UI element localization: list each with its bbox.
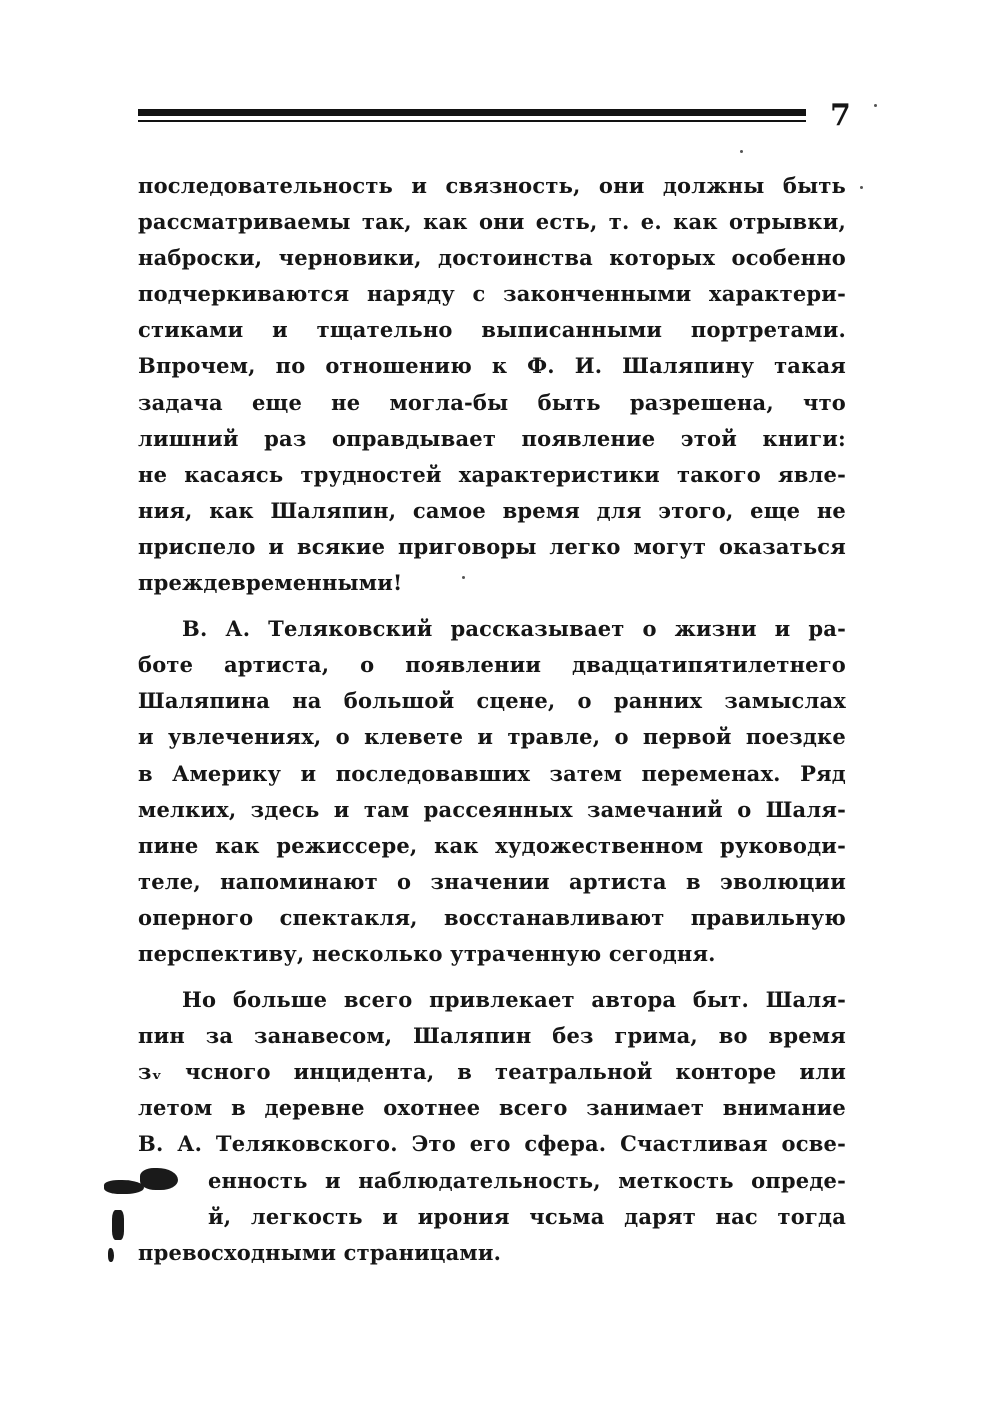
text-line: й, легкость и ирония чсьма дарят нас тогда — [208, 1203, 846, 1229]
header-rule-thick — [138, 109, 806, 116]
text-line: теле, напоминают о значении артиста в эволюции — [138, 868, 846, 894]
text-line: В. А. Теляковского. Это его сфера. Счастливая осве- — [138, 1131, 846, 1157]
text-line: в Америку и последовавших затем переменах. Ряд — [138, 760, 846, 786]
text-line: ния, как Шаляпин, самое время для этого, еще не — [138, 497, 846, 523]
paragraph-3 — [138, 982, 846, 1271]
text-line: пин за занавесом, Шаляпин без грима, во время — [138, 1023, 846, 1049]
header-rule-thin — [138, 120, 806, 122]
text-line: приспело и всякие приговоры легко могут оказаться — [138, 533, 846, 559]
ink-blot — [108, 1248, 114, 1262]
text-line: наброски, черновики, достоинства которых особенно — [138, 245, 846, 271]
text-line: Но больше всего привлекает автора быт. Шаля- — [182, 987, 846, 1013]
text-line: боте артиста, о появлении двадцатипятилетнего — [138, 652, 846, 678]
text-line: лишний раз оправдывает появление этой книги: — [138, 425, 846, 451]
text-line: не касаясь трудностей характеристики такого явле- — [138, 461, 846, 487]
text-line: перспективу, несколько утраченную сегодня. — [138, 940, 716, 966]
text-line: енность и наблюдательность, меткость опреде- — [208, 1167, 846, 1193]
text-line: летом в деревне охотнее всего занимает внимание — [138, 1095, 846, 1121]
scan-speck — [874, 104, 877, 107]
text-line: мелких, здесь и там рассеянных замечаний о Шаля- — [138, 796, 846, 822]
text-line: последовательность и связность, они должны быть — [138, 173, 846, 198]
page-number: 7 — [830, 98, 851, 133]
scan-speck — [462, 576, 465, 579]
ink-blot — [112, 1210, 124, 1240]
running-header — [138, 98, 858, 138]
ink-blot — [140, 1168, 178, 1190]
text-line: задача еще не могла-бы быть разрешена, что — [138, 389, 846, 415]
text-line: подчеркиваются наряду с законченными характери- — [138, 281, 846, 307]
text-line: стиками и тщательно выписанными портретами. — [138, 317, 846, 343]
text-line: В. А. Теляковский рассказывает о жизни и ра- — [182, 616, 846, 642]
ink-blot — [104, 1180, 144, 1194]
scan-speck — [860, 186, 863, 189]
text-line: и увлечениях, о клевете и травле, о первой поездке — [138, 724, 846, 750]
body-text — [138, 168, 846, 1271]
text-line: превосходными страницами. — [138, 1239, 502, 1265]
paragraph-2 — [138, 611, 846, 972]
text-line: Шаляпина на большой сцене, о ранних замыслах — [138, 688, 846, 714]
text-line: преждевременными! — [138, 570, 403, 596]
text-line: Впрочем, по отношению к Ф. И. Шаляпину такая — [138, 353, 846, 379]
text-line: зᵥ чсного инцидента, в театральной конторе или — [138, 1059, 846, 1085]
scan-speck — [740, 150, 743, 153]
text-line: рассматриваемы так, как они есть, т. е. как отрывки, — [138, 209, 846, 235]
paragraph-1 — [138, 168, 846, 601]
text-line: пине как режиссере, как художественном руководи- — [138, 832, 846, 858]
text-line: оперного спектакля, восстанавливают правильную — [138, 904, 846, 930]
